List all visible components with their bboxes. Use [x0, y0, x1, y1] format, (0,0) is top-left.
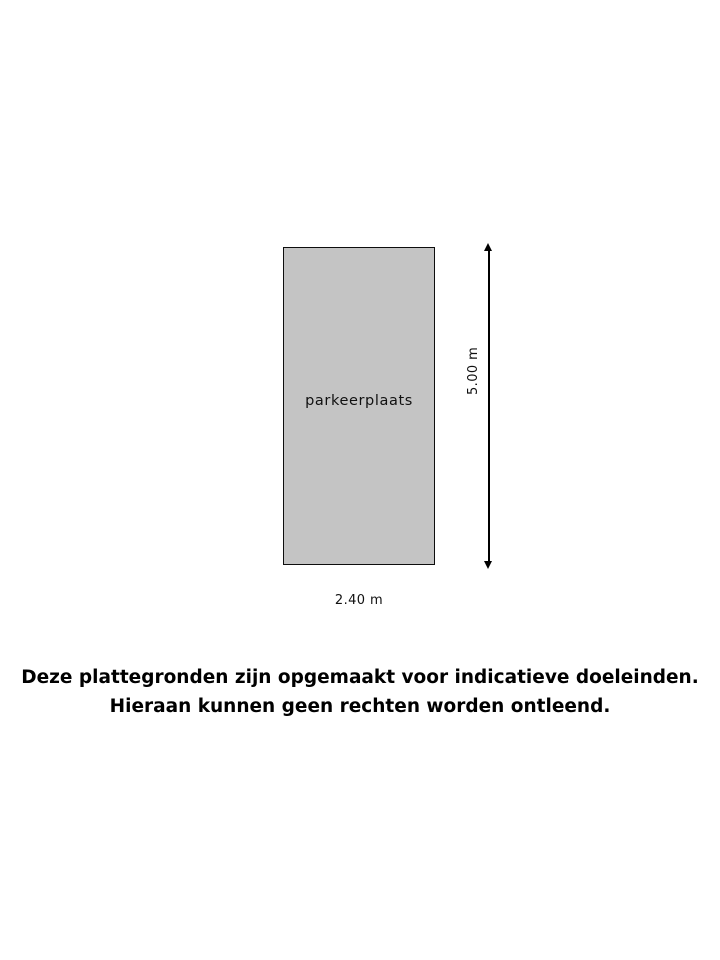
dimension-line-stroke — [488, 248, 490, 564]
disclaimer-text — [0, 663, 720, 721]
vertical-dimension-line — [482, 243, 496, 569]
disclaimer-line-2: Hieraan kunnen geen rechten worden ontleend. — [109, 696, 611, 717]
horizontal-dimension-label: 2.40 m — [279, 592, 439, 609]
room-label-parkeerplaats: parkeerplaats — [305, 393, 413, 409]
disclaimer-line-1: Deze plattegronden zijn opgemaakt voor indicatieve doeleinden. — [21, 667, 699, 688]
vertical-dimension-label: 5.00 m — [466, 346, 481, 395]
arrow-down-icon — [484, 561, 492, 569]
